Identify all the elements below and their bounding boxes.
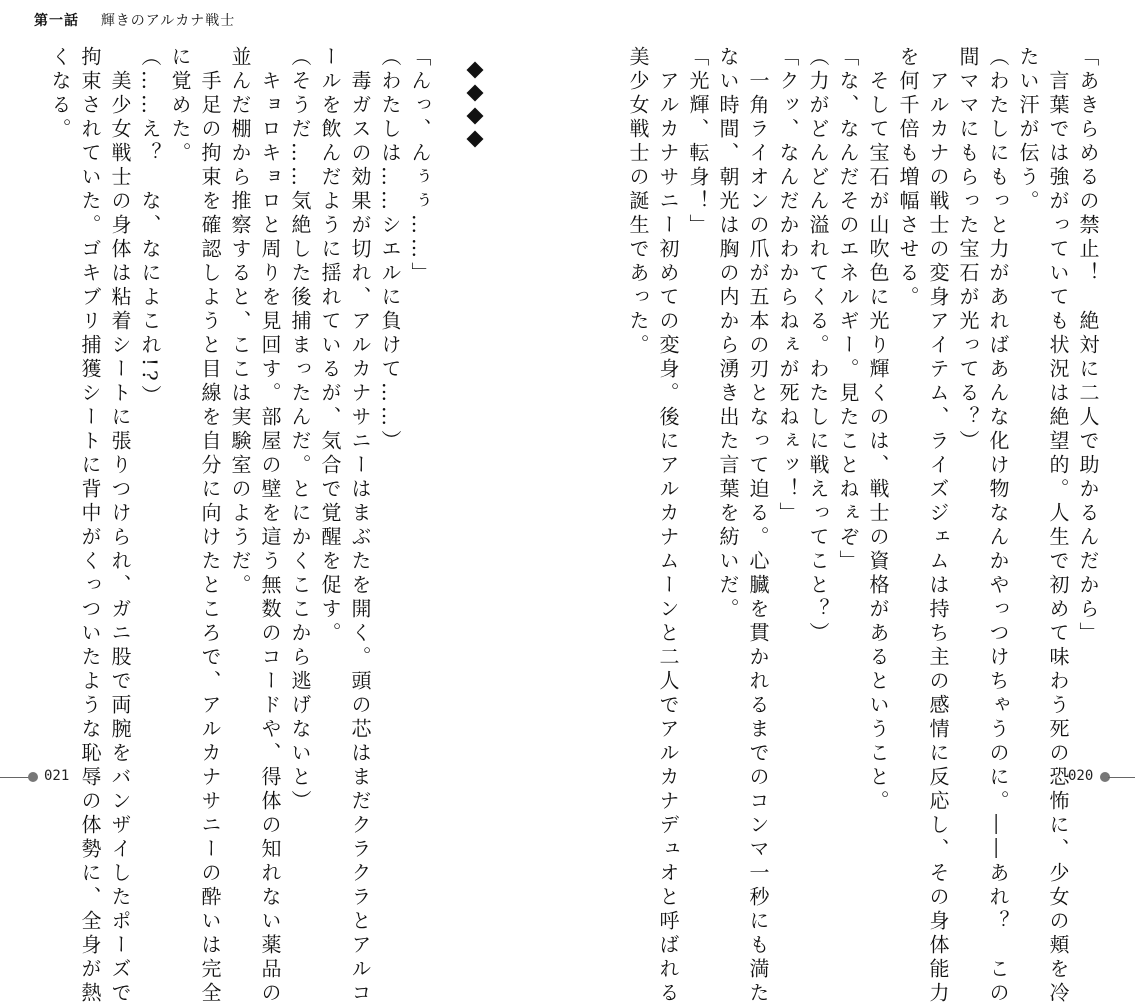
footer-rule-right [1108,777,1135,778]
text-column: たい汗が伝う。 [1016,46,1040,214]
chapter-title: 輝きのアルカナ戦士 [100,13,236,29]
text-column: （力がどんどん溢れてくる。わたしに戦えってこと？） [806,46,830,646]
text-column: （……え？ な、なによこれ!?） [138,46,162,409]
diamond-icon [467,62,484,79]
section-separator [464,64,486,156]
running-header [34,10,235,30]
text-column: 拘束されていた。ゴキブリ捕獲シートに背中がくっついたような恥辱の体勢に、全身が熱 [78,46,102,1006]
text-column: 言葉では強がっていても状況は絶望的。人生で初めて味わう死の恐怖に、少女の頬を冷 [1046,46,1070,1006]
text-column: を何千倍も増幅させる。 [896,46,920,310]
text-column: そして宝石が山吹色に光り輝くのは、戦士の資格があるということ。 [866,46,890,814]
diamond-icon [467,108,484,125]
text-column: 「んっ、んぅぅ……」 [408,46,432,286]
text-column: 「あきらめるの禁止！ 絶対に二人で助かるんだから」 [1076,46,1100,646]
footer-dot-left [28,772,38,782]
text-column: に覚めた。 [168,46,192,166]
text-column: アルカナサニー初めての変身。後にアルカナムーンと二人でアルカナデュオと呼ばれる [656,46,680,1006]
diamond-icon [467,131,484,148]
page-number-right: 020 [1068,768,1094,784]
text-column: 並んだ棚から推察すると、ここは実験室のようだ。 [228,46,252,598]
text-column: （わたしは……シエルに負けて……） [378,46,402,454]
page-number-left: 021 [44,768,70,784]
text-column: ない時間、朝光は胸の内から湧き出た言葉を紡いだ。 [716,46,740,622]
text-column: 手足の拘束を確認しようと目線を自分に向けたところで、アルカナサニーの酔いは完全 [198,46,222,1006]
diamond-icon [467,85,484,102]
text-column: 美少女戦士の身体は粘着シートに張りつけられ、ガニ股で両腕をバンザイしたポーズで [108,46,132,1006]
text-column: 「クッ、なんだかわからねぇが死ねぇッ！」 [776,46,800,526]
text-column: 「な、なんだそのエネルギー。見たことねぇぞ」 [836,46,860,574]
text-column: くなる。 [48,46,72,142]
text-column: 間ママにもらった宝石が光ってる？） [956,46,980,454]
footer-rule-left [0,777,30,778]
text-column: 「光輝、転身！」 [686,46,710,238]
text-column: アルカナの戦士の変身アイテム、ライズジェムは持ち主の感情に反応し、その身体能力 [926,46,950,1006]
text-column: 美少女戦士の誕生であった。 [626,46,650,358]
text-column: （わたしにもっと力があればあんな化け物なんかやっつけちゃうのに。――あれ？ この [986,46,1010,1006]
episode-label: 第一話 [34,13,79,29]
text-column: キョロキョロと周りを見回す。部屋の壁を這う無数のコードや、得体の知れない薬品の [258,46,282,1006]
text-column: ールを飲んだように揺れているが、気合で覚醒を促す。 [318,46,342,646]
text-column: 毒ガスの効果が切れ、アルカナサニーはまぶたを開く。頭の芯はまだクラクラとアルコ [348,46,372,1006]
text-column: （そうだ……気絶した後捕まったんだ。とにかくここから逃げないと） [288,46,312,814]
text-column: 一角ライオンの爪が五本の刃となって迫る。心臓を貫かれるまでのコンマ一秒にも満た [746,46,770,1006]
